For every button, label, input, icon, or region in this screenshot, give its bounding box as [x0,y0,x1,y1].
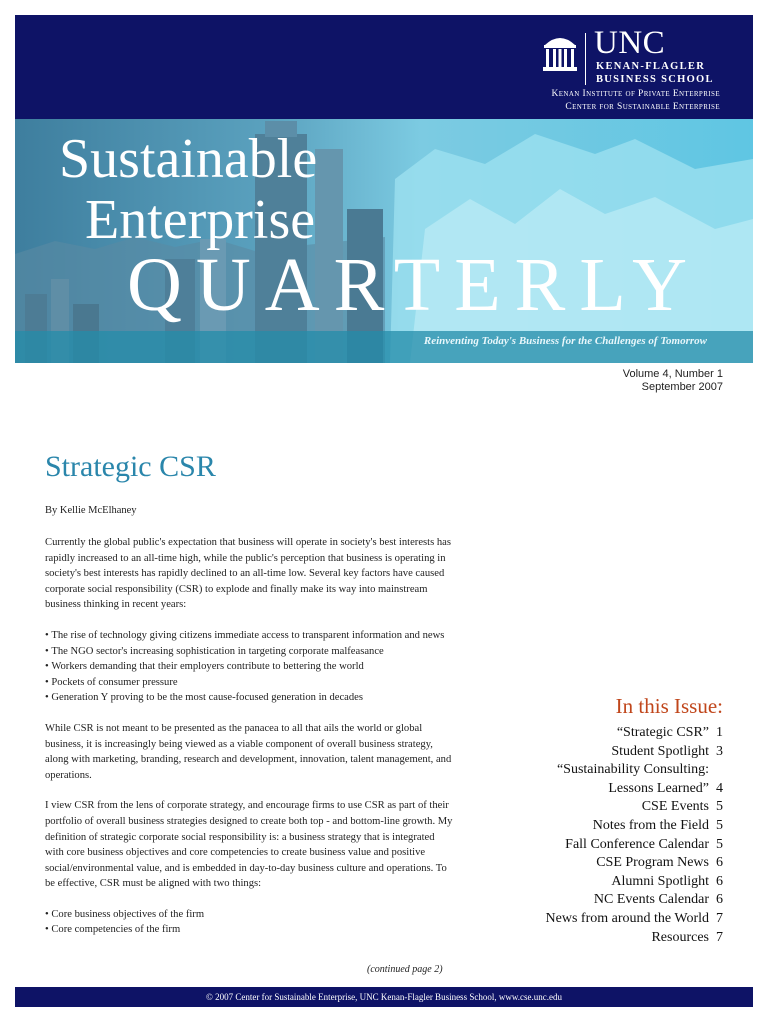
footer-bar [15,987,753,1007]
continued-note: (continued page 2) [367,964,443,975]
footer-text: © 2007 Center for Sustainable Enterprise, UNC Kenan-Flagler Business School, www.cse.unc.edu [206,992,562,1002]
toc-item [546,873,723,892]
toc-item [546,836,723,855]
issue-date: September 2007 [641,381,723,393]
toc-item [546,761,723,780]
logo-divider [585,33,586,85]
article-paragraph: I view CSR from the lens of corporate strategy, and encourage firms to use CSR as part of their portfolio of overall business strategies designed to create both top - and bottom-line growth. My definition of strategic corporate social responsibility is: a business strategy that is integrated with core business objectives and core competencies to create business value and positive social/environmental value, and is embedded in day-to-day business culture and operations. To be effective, CSR must be aligned with two things: [45,800,453,890]
logo-unc-text: UNC [594,25,666,61]
toc-item-title: Student Spotlight [611,743,709,759]
toc-item-title: CSE Program News [596,855,709,871]
toc-item-page: 5 [716,817,723,833]
list-item: • Core competencies of the firm [45,922,455,938]
list-item: • The NGO sector's increasing sophistication in targeting corporate malfeasance [45,644,455,660]
toc-item-title: NC Events Calendar [593,892,709,908]
article-paragraph: While CSR is not meant to be presented as the panacea to all that ails the world or global business, it is increasingly being viewed as a viable component of overall business strategy, along with marketing, branding, research and development, innovation, talent management, and operations. [45,722,452,781]
masthead-band [15,15,753,119]
toc-item-page: 1 [716,725,723,740]
toc-item-title: Fall Conference Calendar [565,836,709,852]
toc-item [546,891,723,910]
toc-item [546,910,723,929]
toc-item-title: Alumni Spotlight [611,873,709,889]
institute-line1: Kenan Institute of Private Enterprise [551,89,720,99]
issue-info [623,368,723,394]
toc-item [546,854,723,873]
toc-item-page: 7 [716,929,723,945]
toc-item-title: News from around the World [545,910,709,926]
issue-volume: Volume 4, Number 1 [622,368,723,380]
institute-line2: Center for Sustainable Enterprise [565,102,720,112]
toc-item [546,724,723,743]
toc-item-title: “Strategic CSR” [616,725,709,740]
list-item: • Generation Y proving to be the most cause-focused generation in decades [45,690,455,706]
list-item: • Pockets of consumer pressure [45,675,455,691]
toc-item-page: 5 [716,836,723,852]
toc-item [546,798,723,817]
toc-item-title: CSE Events [641,799,709,815]
article-title: Strategic CSR [45,450,216,483]
toc-item-page: 4 [716,780,723,796]
old-well-icon [542,31,578,73]
toc-item [546,817,723,836]
table-of-contents [546,724,723,947]
alignment-list [45,907,455,938]
list-item: • Workers demanding that their employers contribute to bettering the world [45,659,455,675]
toc-item [546,743,723,762]
cover-banner [15,119,753,363]
toc-item-title: Lessons Learned” [608,780,709,796]
toc-item-page: 6 [716,855,723,871]
toc-item-page: 7 [716,910,723,926]
list-item: • The rise of technology giving citizens immediate access to transparent information and news [45,628,455,644]
toc-item-page: 6 [716,892,723,908]
unc-logo [542,25,720,112]
article-paragraph: Currently the global public's expectation that business will operate in society's best interests has rapidly increased to an all-time high, while the public's perception that business is operating in society's best interests has rapidly declined to an all-time low. Several key factors have caused corporate social responsibility (CSR) to explode and finally make its way into mainstream business thinking in recent years: [45,537,451,611]
toc-item-page: 6 [716,873,723,889]
toc-item [546,780,723,799]
list-item: • Core business objectives of the firm [45,907,455,923]
toc-item-title: Resources [651,929,709,945]
toc-item-page: 3 [716,743,723,759]
article-body [45,535,455,953]
banner-title-line2: Enterprise [85,189,316,251]
logo-school-line1: KENAN-FLAGLER [596,61,706,72]
banner-tagline: Reinventing Today's Business for the Challenges of Tomorrow [423,335,707,347]
article-byline: By Kellie McElhaney [45,505,137,516]
banner-title-line3: QUARTERLY [127,243,702,327]
toc-item-page: 5 [716,799,723,815]
toc-item-title: Notes from the Field [592,817,709,833]
toc-item [546,929,723,948]
banner-title-line1: Sustainable [59,128,318,190]
factor-list [45,628,455,706]
logo-school-line2: BUSINESS SCHOOL [596,74,714,85]
toc-heading: In this Issue: [615,694,723,718]
toc-item-title: “Sustainability Consulting: [556,762,709,778]
